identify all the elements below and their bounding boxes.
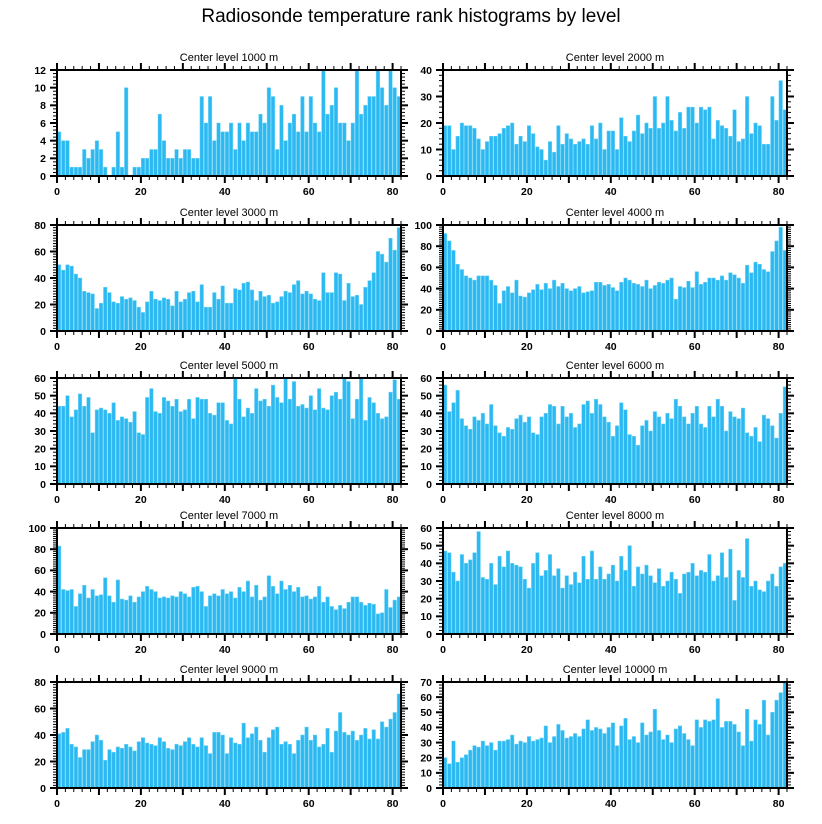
x-tick-label: 40 xyxy=(604,644,617,656)
y-tick-label: 40 xyxy=(420,64,432,77)
y-tick-label: 0 xyxy=(40,170,46,183)
y-tick-label: 30 xyxy=(420,737,432,750)
y-tick-label: 80 xyxy=(34,544,46,556)
x-tick-label: 20 xyxy=(135,341,147,353)
x-tick-label: 0 xyxy=(54,494,60,506)
x-tick-label: 40 xyxy=(604,341,617,353)
y-tick-label: 8 xyxy=(40,100,46,113)
y-tick-label: 2 xyxy=(40,153,46,166)
y-tick-label: 10 xyxy=(34,82,46,95)
x-tick-label: 0 xyxy=(54,341,60,353)
y-tick-label: 100 xyxy=(28,522,46,535)
x-tick-label: 20 xyxy=(135,644,147,656)
y-tick-label: 6 xyxy=(40,117,46,130)
y-tick-label: 50 xyxy=(34,390,46,403)
x-tick-label: 60 xyxy=(688,494,701,506)
histogram-panel-10000m xyxy=(393,660,805,820)
y-tick-label: 80 xyxy=(34,676,46,689)
y-tick-label: 0 xyxy=(40,325,46,338)
y-tick-label: 0 xyxy=(426,782,432,795)
y-tick-label: 60 xyxy=(34,372,46,385)
bars xyxy=(443,81,786,176)
x-tick-label: 20 xyxy=(521,644,533,656)
bars xyxy=(443,385,786,484)
x-tick-label: 20 xyxy=(135,494,147,506)
x-tick-label: 20 xyxy=(521,341,533,353)
y-tick-label: 10 xyxy=(420,611,432,624)
x-tick-label: 0 xyxy=(440,341,446,353)
y-tick-label: 10 xyxy=(420,461,432,474)
x-tick-label: 40 xyxy=(218,341,231,353)
y-tick-label: 40 xyxy=(34,272,46,285)
x-tick-label: 60 xyxy=(302,644,315,656)
y-tick-label: 0 xyxy=(426,170,432,183)
y-tick-label: 0 xyxy=(40,628,46,641)
x-tick-label: 80 xyxy=(386,186,399,198)
x-tick-label: 60 xyxy=(302,798,315,810)
y-tick-label: 30 xyxy=(34,425,46,438)
y-tick-label: 40 xyxy=(34,408,46,421)
y-tick-label: 4 xyxy=(40,135,46,148)
y-tick-label: 80 xyxy=(34,219,46,232)
histogram-panel-8000m xyxy=(393,506,805,666)
x-tick-label: 80 xyxy=(772,494,785,506)
x-tick-label: 80 xyxy=(772,341,785,353)
histogram-panel-7000m xyxy=(7,506,419,666)
x-tick-label: 60 xyxy=(302,494,315,506)
x-tick-label: 60 xyxy=(302,341,315,353)
y-tick-label: 30 xyxy=(420,425,432,438)
y-tick-label: 0 xyxy=(426,628,432,641)
panel-title: Center level 4000 m xyxy=(565,207,665,219)
x-tick-label: 20 xyxy=(135,186,147,198)
bars xyxy=(57,694,400,788)
y-tick-label: 60 xyxy=(34,565,46,578)
y-tick-label: 20 xyxy=(34,607,46,620)
x-tick-label: 0 xyxy=(54,798,60,810)
x-tick-label: 40 xyxy=(604,494,617,506)
y-tick-label: 10 xyxy=(34,461,46,474)
y-tick-label: 60 xyxy=(420,691,432,704)
bars xyxy=(443,682,786,788)
x-tick-label: 0 xyxy=(440,186,446,198)
y-tick-label: 10 xyxy=(420,767,432,780)
y-tick-label: 20 xyxy=(420,304,432,317)
y-tick-label: 20 xyxy=(34,756,46,769)
y-tick-label: 30 xyxy=(420,91,432,104)
panel-title: Center level 8000 m xyxy=(565,510,665,522)
x-tick-label: 0 xyxy=(54,644,60,656)
y-tick-label: 10 xyxy=(420,144,432,157)
y-tick-label: 0 xyxy=(426,325,432,338)
y-tick-label: 40 xyxy=(34,586,46,599)
x-tick-label: 80 xyxy=(772,798,785,810)
histogram-panel-9000m xyxy=(7,660,419,820)
y-tick-label: 20 xyxy=(34,443,46,456)
y-tick-label: 80 xyxy=(420,241,432,253)
histogram-panel-5000m xyxy=(7,356,419,516)
axes xyxy=(34,218,408,353)
y-tick-label: 12 xyxy=(34,64,46,77)
x-tick-label: 40 xyxy=(218,644,231,656)
x-tick-label: 60 xyxy=(688,644,701,656)
x-tick-label: 0 xyxy=(54,186,60,198)
bars xyxy=(57,228,400,331)
panel-title: Center level 5000 m xyxy=(179,360,279,372)
y-tick-label: 20 xyxy=(420,443,432,456)
panel-title: Center level 3000 m xyxy=(179,207,279,219)
x-tick-label: 80 xyxy=(772,186,785,198)
y-tick-label: 0 xyxy=(40,478,46,491)
x-tick-label: 60 xyxy=(688,341,701,353)
histogram-panel-2000m xyxy=(393,48,805,208)
y-tick-label: 50 xyxy=(420,390,432,403)
x-tick-label: 80 xyxy=(386,644,399,656)
y-tick-label: 20 xyxy=(34,299,46,312)
x-tick-label: 40 xyxy=(604,798,617,810)
y-tick-label: 40 xyxy=(34,729,46,742)
panel-title: Center level 2000 m xyxy=(565,52,665,64)
y-tick-label: 40 xyxy=(420,408,432,421)
x-tick-label: 20 xyxy=(521,186,533,198)
y-tick-label: 60 xyxy=(420,372,432,385)
bars xyxy=(57,378,400,484)
y-tick-label: 20 xyxy=(420,593,432,606)
y-tick-label: 70 xyxy=(420,676,432,689)
y-tick-label: 0 xyxy=(426,478,432,491)
y-tick-label: 50 xyxy=(420,540,432,553)
x-tick-label: 80 xyxy=(386,494,399,506)
y-tick-label: 60 xyxy=(34,703,46,716)
histogram-panel-4000m xyxy=(393,203,805,363)
y-tick-label: 60 xyxy=(420,262,432,275)
x-tick-label: 60 xyxy=(688,186,701,198)
bars xyxy=(57,546,400,634)
panel-title: Center level 1000 m xyxy=(179,52,279,64)
y-tick-label: 40 xyxy=(420,722,432,735)
x-tick-label: 80 xyxy=(386,341,399,353)
bars xyxy=(57,70,400,176)
x-tick-label: 60 xyxy=(302,186,315,198)
histogram-panel-6000m xyxy=(393,356,805,516)
x-tick-label: 0 xyxy=(440,644,446,656)
panel-title: Center level 7000 m xyxy=(179,510,279,522)
x-tick-label: 0 xyxy=(440,798,446,810)
x-tick-label: 80 xyxy=(772,644,785,656)
y-tick-label: 20 xyxy=(420,752,432,765)
x-tick-label: 40 xyxy=(218,494,231,506)
x-tick-label: 40 xyxy=(218,798,231,810)
histogram-panel-3000m xyxy=(7,203,419,363)
x-tick-label: 20 xyxy=(521,494,533,506)
y-tick-label: 50 xyxy=(420,707,432,720)
y-tick-label: 20 xyxy=(420,117,432,130)
x-tick-label: 40 xyxy=(218,186,231,198)
figure-title: Radiosonde temperature rank histograms by level xyxy=(201,6,621,27)
y-tick-label: 100 xyxy=(414,219,432,232)
bars xyxy=(443,227,786,331)
y-tick-label: 40 xyxy=(420,558,432,571)
y-tick-label: 60 xyxy=(34,246,46,259)
y-tick-label: 0 xyxy=(40,782,46,795)
y-tick-label: 40 xyxy=(420,283,432,296)
x-tick-label: 60 xyxy=(688,798,701,810)
x-tick-label: 0 xyxy=(440,494,446,506)
x-tick-label: 20 xyxy=(521,798,533,810)
panel-title: Center level 6000 m xyxy=(565,360,665,372)
panel-title: Center level 9000 m xyxy=(179,664,279,676)
x-tick-label: 20 xyxy=(135,798,147,810)
x-tick-label: 40 xyxy=(604,186,617,198)
histogram-panel-1000m xyxy=(7,48,419,208)
bars xyxy=(443,532,786,634)
x-tick-label: 80 xyxy=(386,798,399,810)
y-tick-label: 60 xyxy=(420,522,432,535)
y-tick-label: 30 xyxy=(420,575,432,588)
panel-title: Center level 10000 m xyxy=(562,664,668,676)
